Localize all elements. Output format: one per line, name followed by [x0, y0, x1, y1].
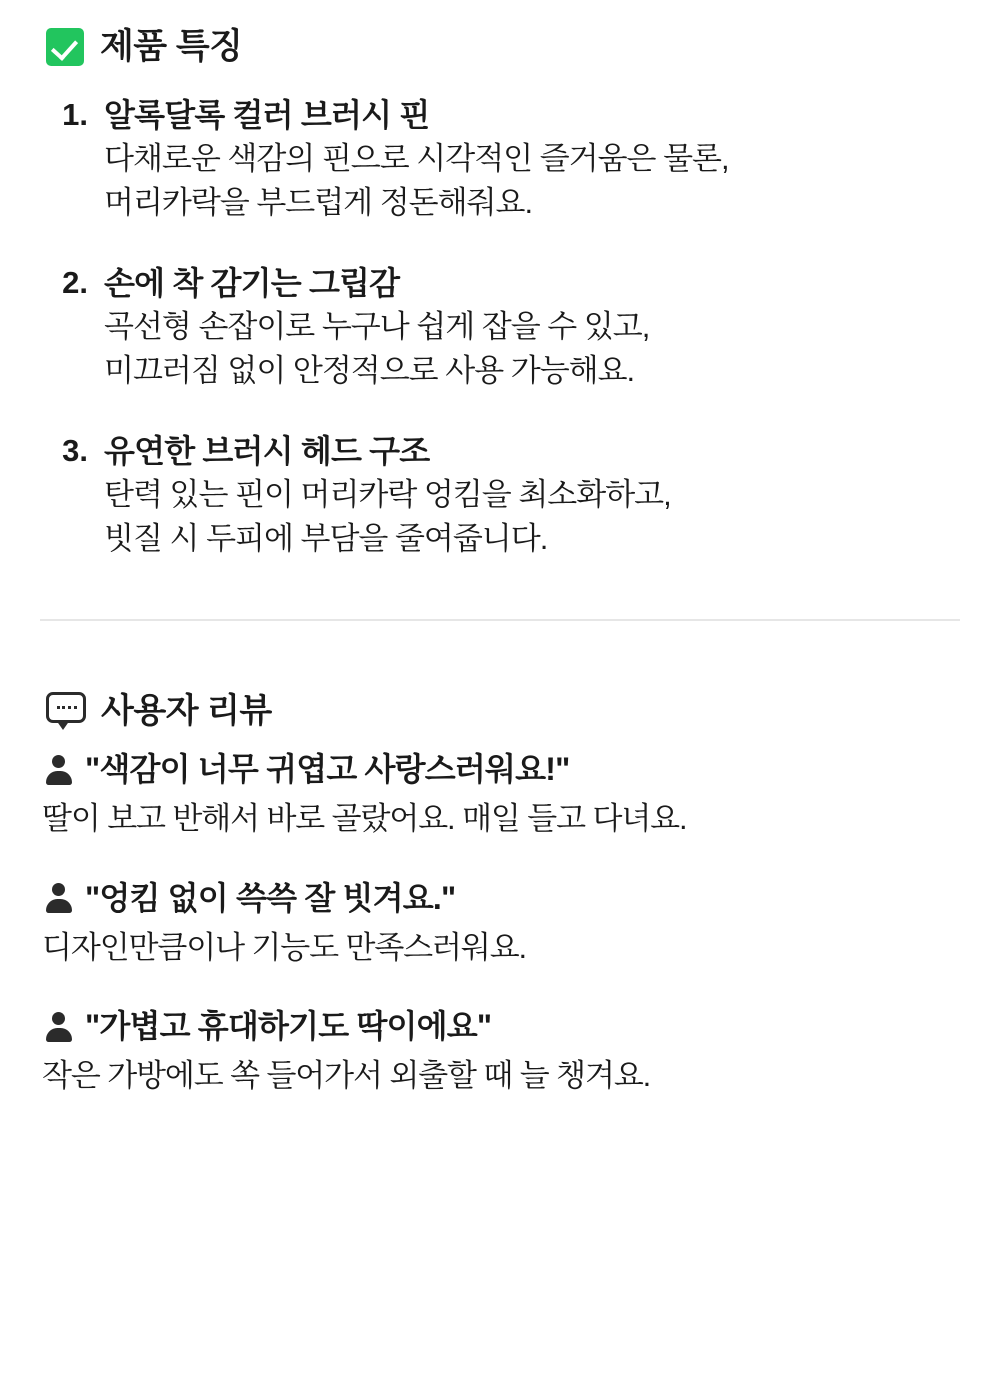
list-item: [40, 748, 960, 841]
feature-title: 알록달록 컬러 브러시 핀: [104, 96, 430, 133]
feature-desc-line: 머리카락을 부드럽게 정돈해줘요.: [104, 184, 533, 220]
speech-bubble-icon: [46, 692, 86, 723]
feature-title: 손에 착 감기는 그립감: [104, 264, 400, 301]
list-item: [40, 877, 960, 970]
feature-desc-line: 탄력 있는 핀이 머리카락 엉킴을 최소화하고,: [104, 477, 671, 513]
feature-body: [104, 429, 960, 561]
feature-list: [52, 93, 960, 562]
features-title: 제품 특징: [100, 27, 243, 66]
review-text: 디자인만큼이나 기능도 만족스러워요.: [42, 929, 527, 965]
person-icon: [46, 1011, 72, 1043]
feature-number: 2.: [62, 264, 88, 300]
person-icon: [46, 754, 72, 786]
review-quote: "가볍고 휴대하기도 딱이에요": [85, 1008, 492, 1045]
feature-desc-line: 미끄러짐 없이 안정적으로 사용 가능해요.: [104, 352, 635, 388]
review-quote-row: [46, 748, 960, 791]
list-item: [52, 261, 960, 393]
review-quote: "색감이 너무 귀엽고 사랑스러워요!": [85, 751, 570, 788]
features-heading: [46, 28, 960, 67]
feature-desc-line: 곡선형 손잡이로 누구나 쉽게 잡을 수 있고,: [104, 308, 650, 344]
person-icon: [46, 882, 72, 914]
feature-title: 유연한 브러시 헤드 구조: [104, 432, 430, 469]
list-item: [52, 93, 960, 225]
check-box-icon: [46, 28, 84, 66]
review-text: 딸이 보고 반해서 바로 골랐어요. 매일 들고 다녀요.: [42, 801, 687, 837]
reviews-title: 사용자 리뷰: [101, 692, 272, 731]
review-quote-row: [46, 1005, 960, 1048]
feature-number: 3.: [62, 432, 88, 468]
section-divider: [40, 619, 960, 621]
feature-desc-line: 빗질 시 두피에 부담을 줄여줍니다.: [104, 521, 548, 557]
review-quote-row: [46, 877, 960, 920]
feature-number: 1.: [62, 96, 88, 132]
feature-body: [104, 93, 960, 225]
feature-body: [104, 261, 960, 393]
feature-desc-line: 다채로운 색감의 핀으로 시각적인 즐거움은 물론,: [104, 140, 729, 176]
list-item: [40, 1005, 960, 1098]
reviews-heading: [46, 683, 960, 732]
review-text: 작은 가방에도 쏙 들어가서 외출할 때 늘 챙겨요.: [42, 1058, 651, 1094]
list-item: [52, 429, 960, 561]
review-quote: "엉킴 없이 쓱쓱 잘 빗겨요.": [85, 879, 456, 916]
